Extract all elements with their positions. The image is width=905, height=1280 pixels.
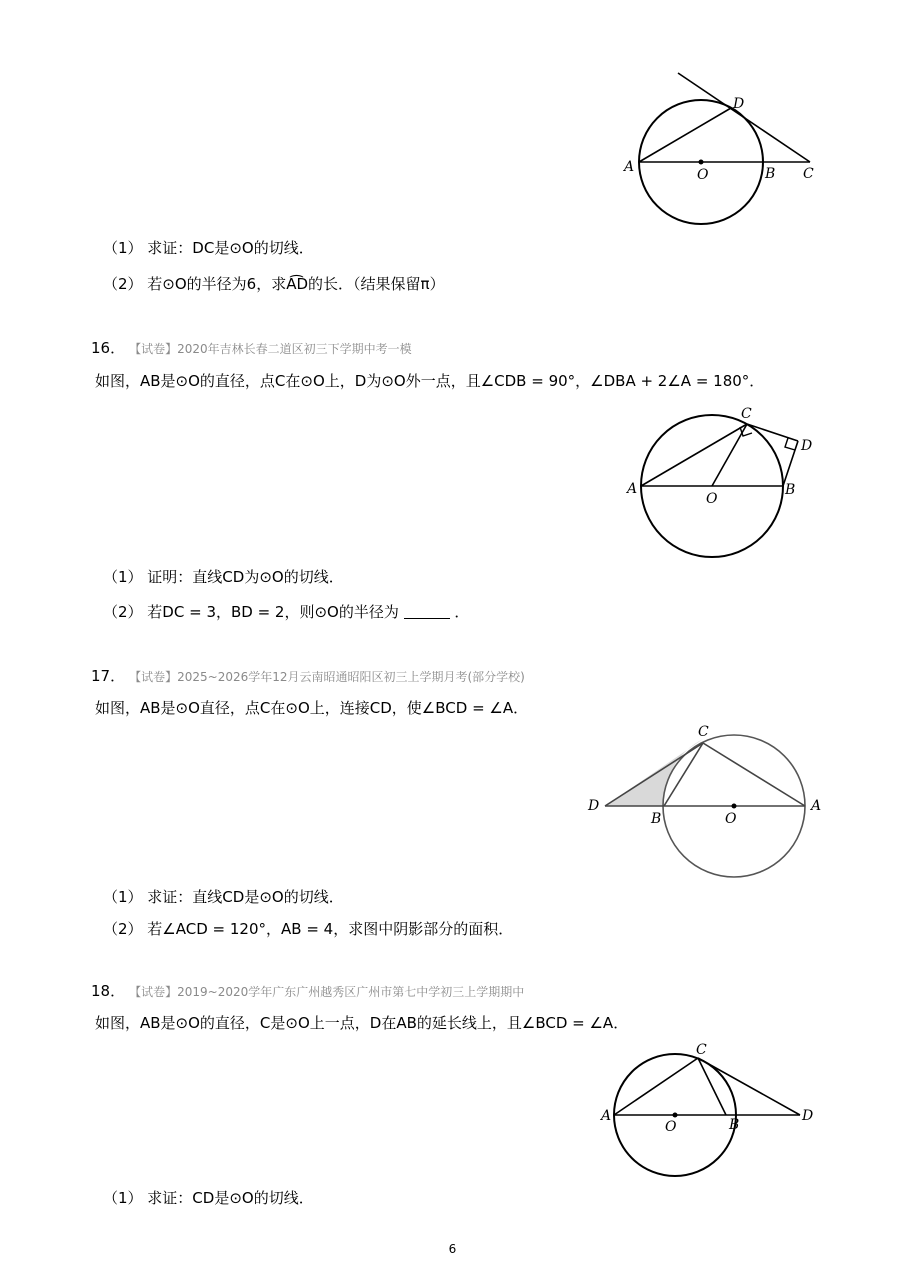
q17-figure [585, 722, 830, 882]
q17-stem: 如图，AB是⊙O直径，点C在⊙O上，连接CD，使∠BCD = ∠A． [95, 699, 529, 717]
q16-number: 16． [91, 339, 126, 357]
q16-answer-blank[interactable] [404, 604, 450, 619]
q18-header [91, 981, 524, 1002]
q17-label-a: A [811, 798, 822, 814]
q16-label-o: O [706, 491, 718, 507]
q16-label-b: B [785, 482, 796, 498]
q17-number: 17． [91, 667, 126, 685]
q16-subquestion-2 [103, 602, 469, 622]
q18-label-c: C [696, 1042, 707, 1058]
q15-figure [615, 66, 835, 236]
q16-label-a: A [627, 481, 638, 497]
q18-segment-cd [698, 1058, 800, 1115]
q17-header [91, 666, 525, 687]
q16-label-c: C [741, 406, 752, 422]
q16-segment-cd [747, 424, 798, 441]
q17-label-b: B [651, 811, 662, 827]
q18-center-dot [673, 1113, 678, 1118]
q16-figure [615, 402, 830, 557]
q16-sub2-end: ． [454, 603, 470, 621]
q15-label-o: O [697, 167, 709, 183]
q16-header [91, 338, 412, 359]
q15-label-a: A [624, 159, 635, 175]
q15-tangent-line [678, 73, 810, 162]
q17-label-o: O [725, 811, 737, 827]
q18-chord-ac [614, 1058, 698, 1115]
q15-label-c: C [803, 166, 814, 182]
q18-number: 18． [91, 982, 126, 1000]
q17-source: 【试卷】2025~2026学年12月云南昭通昭阳区初三上学期月考(部分学校) [135, 670, 525, 684]
q15-label-b: B [765, 166, 776, 182]
q16-stem: 如图，AB是⊙O的直径，点C在⊙O上，D为⊙O外一点，且∠CDB = 90°，∠DBA + 2∠A = 180°． [95, 372, 765, 390]
q18-label-d: D [802, 1108, 814, 1124]
q17-subquestion-2: （2） 若∠ACD = 120°，AB = 4，求图中阴影部分的面积． [103, 920, 514, 938]
q16-sub2-text: （2） 若DC = 3，BD = 2，则⊙O的半径为 [103, 603, 399, 621]
q17-center-dot [732, 804, 737, 809]
q18-label-b: B [729, 1117, 740, 1133]
q15-label-d: D [733, 96, 745, 112]
q18-label-a: A [601, 1108, 612, 1124]
q15-subquestion-2: （2） 若⊙O的半径为6，求A͡D的长．（结果保留π） [103, 275, 445, 293]
q17-chord-ca [703, 743, 805, 806]
q18-label-o: O [665, 1119, 677, 1135]
q18-source: 【试卷】2019~2020学年广东广州越秀区广州市第七中学初三上学期期中 [135, 985, 525, 999]
q16-subquestion-1: （1） 证明：直线CD为⊙O的切线． [103, 568, 344, 586]
q16-label-d: D [801, 438, 813, 454]
q15-chord-ad [639, 108, 731, 162]
q15-center-dot [699, 160, 704, 165]
q18-stem: 如图，AB是⊙O的直径，C是⊙O上一点，D在AB的延长线上，且∠BCD = ∠A． [95, 1014, 629, 1032]
page-number: 6 [448, 1242, 457, 1256]
q17-label-c: C [698, 724, 709, 740]
q16-source: 【试卷】2020年吉林长春二道区初三下学期中考一模 [135, 342, 412, 356]
q15-subquestion-1: （1） 求证：DC是⊙O的切线． [103, 239, 314, 257]
q18-subquestion-1: （1） 求证：CD是⊙O的切线． [103, 1189, 314, 1207]
q17-subquestion-1: （1） 求证：直线CD是⊙O的切线． [103, 888, 344, 906]
q17-label-d: D [588, 798, 600, 814]
q18-figure [595, 1042, 825, 1172]
q16-chord-ac [641, 424, 747, 486]
